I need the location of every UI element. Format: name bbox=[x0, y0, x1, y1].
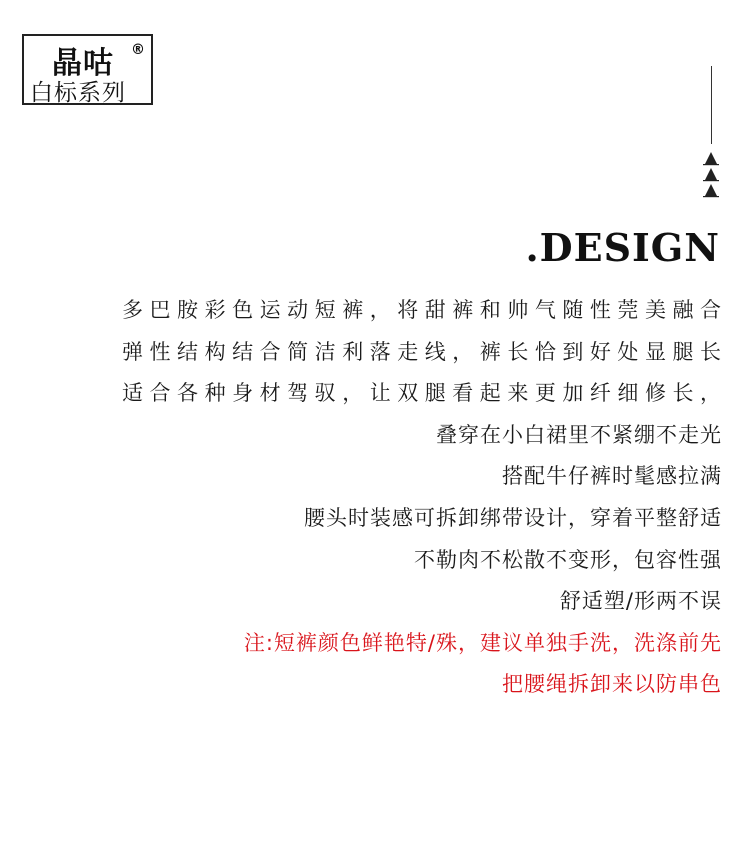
description-line: 不勒肉不松散不变形，包容性强 bbox=[414, 547, 722, 572]
description-line: 搭配牛仔裤时髦感拉满 bbox=[502, 464, 722, 489]
vertical-divider bbox=[711, 66, 712, 144]
care-note-line: 把腰绳拆卸来以防串色 bbox=[502, 672, 722, 697]
description-line: 叠穿在小白裙里不紧绷不走光 bbox=[436, 422, 722, 447]
brand-logo bbox=[22, 34, 153, 105]
section-title: .DESIGN bbox=[525, 225, 720, 270]
description-line: 多巴胺彩色运动短裤，将甜裤和帅气随性莞美融合 bbox=[122, 298, 722, 322]
triangle-stack-icon bbox=[701, 150, 721, 198]
description-line: 弹性结构结合简洁利落走线，裤长恰到好处显腿长 bbox=[122, 339, 722, 364]
description-line: 腰头时装感可拆卸绑带设计，穿着平整舒适 bbox=[304, 505, 722, 530]
brand-name: 晶咕 bbox=[52, 46, 114, 81]
description-line: 舒适塑/形两不误 bbox=[559, 589, 722, 614]
registered-mark: ® bbox=[131, 42, 145, 58]
care-note-line: 注:短裤颜色鲜艳特/殊，建议单独手洗，洗涤前先 bbox=[243, 630, 722, 655]
description-list bbox=[122, 290, 722, 706]
description-line: 适合各种身材驾驭，让双腿看起来更加纤细修长， bbox=[122, 381, 722, 406]
series-name: 白标系列 bbox=[30, 80, 126, 106]
